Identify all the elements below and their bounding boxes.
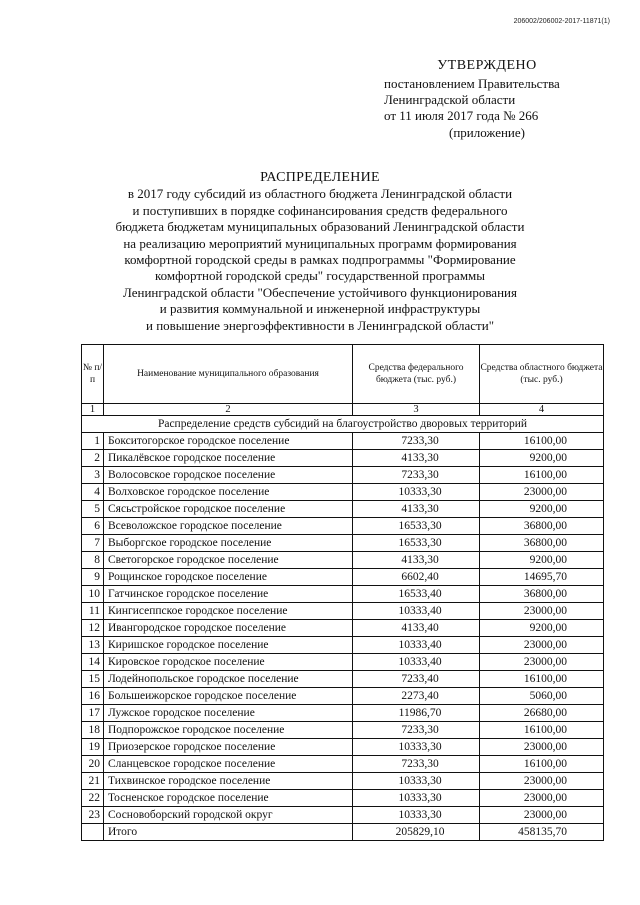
row-number: 14	[82, 654, 104, 671]
heading-line: на реализацию мероприятий муниципальных программ формирования	[123, 235, 517, 251]
federal-funds: 16533,30	[353, 518, 480, 535]
federal-funds: 7233,30	[353, 467, 480, 484]
federal-funds: 2273,40	[353, 688, 480, 705]
table-row	[82, 467, 604, 484]
municipality-name: Пикалёвское городское поселение	[104, 450, 353, 467]
table-row	[82, 552, 604, 569]
regional-funds: 9200,00	[480, 620, 604, 637]
federal-funds: 7233,30	[353, 756, 480, 773]
regional-funds: 16100,00	[480, 467, 604, 484]
row-number: 4	[82, 484, 104, 501]
row-number: 23	[82, 807, 104, 824]
municipality-name: Выборгское городское поселение	[104, 535, 353, 552]
total-regional: 458135,70	[480, 824, 604, 841]
heading-line: и повышение энергоэффективности в Ленинградской области"	[146, 317, 494, 333]
row-number: 7	[82, 535, 104, 552]
table-row	[82, 586, 604, 603]
municipality-name: Бокситогорское городское поселение	[104, 433, 353, 450]
heading-line: и поступивших в порядке софинансирования средств федерального	[132, 202, 508, 218]
table-row	[82, 688, 604, 705]
municipality-name: Лодейнопольское городское поселение	[104, 671, 353, 688]
column-number: 2	[104, 404, 353, 416]
regional-funds: 23000,00	[480, 484, 604, 501]
regional-funds: 23000,00	[480, 654, 604, 671]
municipality-name: Большеижорское городское поселение	[104, 688, 353, 705]
regional-funds: 14695,70	[480, 569, 604, 586]
heading-line: комфортной городской среды" государственной программы	[154, 268, 486, 284]
federal-funds: 7233,40	[353, 671, 480, 688]
federal-funds: 4133,30	[353, 450, 480, 467]
approval-line: постановлением Правительства	[384, 76, 560, 91]
table-row	[82, 790, 604, 807]
municipality-name: Лужское городское поселение	[104, 705, 353, 722]
table-row	[82, 773, 604, 790]
table-row	[82, 739, 604, 756]
row-number: 16	[82, 688, 104, 705]
document-heading	[80, 170, 560, 334]
approval-title: УТВЕРЖДЕНО	[437, 58, 537, 73]
header-num: № п/п	[82, 345, 104, 404]
federal-funds: 4133,30	[353, 552, 480, 569]
municipality-name: Рощинское городское поселение	[104, 569, 353, 586]
approval-line: от 11 июля 2017 года № 266	[384, 108, 539, 123]
table-row	[82, 671, 604, 688]
municipality-name: Приозерское городское поселение	[104, 739, 353, 756]
row-number: 3	[82, 467, 104, 484]
regional-funds: 16100,00	[480, 756, 604, 773]
federal-funds: 11986,70	[353, 705, 480, 722]
municipality-name: Сясьстройское городское поселение	[104, 501, 353, 518]
table-row	[82, 654, 604, 671]
federal-funds: 10333,30	[353, 739, 480, 756]
federal-funds: 6602,40	[353, 569, 480, 586]
federal-funds: 10333,30	[353, 773, 480, 790]
row-number: 19	[82, 739, 104, 756]
total-row	[82, 824, 604, 841]
table-row	[82, 535, 604, 552]
regional-funds: 23000,00	[480, 739, 604, 756]
table-row	[82, 722, 604, 739]
column-number: 3	[353, 404, 480, 416]
municipality-name: Подпорожское городское поселение	[104, 722, 353, 739]
federal-funds: 10333,40	[353, 654, 480, 671]
header-fed: Средства федерального бюджета (тыс. руб.)	[353, 345, 480, 404]
table-row	[82, 569, 604, 586]
row-number: 11	[82, 603, 104, 620]
table-row	[82, 501, 604, 518]
regional-funds: 36800,00	[480, 586, 604, 603]
total-label: Итого	[104, 824, 353, 841]
regional-funds: 9200,00	[480, 450, 604, 467]
row-number: 22	[82, 790, 104, 807]
row-number: 5	[82, 501, 104, 518]
municipality-name: Всеволожское городское поселение	[104, 518, 353, 535]
federal-funds: 16533,40	[353, 586, 480, 603]
column-number: 4	[480, 404, 604, 416]
federal-funds: 10333,30	[353, 807, 480, 824]
row-number: 10	[82, 586, 104, 603]
total-empty	[82, 824, 104, 841]
row-number: 12	[82, 620, 104, 637]
row-number: 20	[82, 756, 104, 773]
approval-stamp	[382, 58, 592, 141]
row-number: 8	[82, 552, 104, 569]
regional-funds: 16100,00	[480, 722, 604, 739]
row-number: 9	[82, 569, 104, 586]
table-row	[82, 450, 604, 467]
section-title: Распределение средств субсидий на благоустройство дворовых территорий	[82, 416, 604, 433]
regional-funds: 23000,00	[480, 603, 604, 620]
distribution-table	[81, 344, 604, 841]
table-row	[82, 603, 604, 620]
total-federal: 205829,10	[353, 824, 480, 841]
regional-funds: 16100,00	[480, 671, 604, 688]
approval-line: Ленинградской области	[384, 92, 516, 107]
regional-funds: 5060,00	[480, 688, 604, 705]
regional-funds: 36800,00	[480, 535, 604, 552]
heading-line: Ленинградской области "Обеспечение устойчивого функционирования	[123, 284, 517, 300]
federal-funds: 10333,40	[353, 637, 480, 654]
regional-funds: 23000,00	[480, 637, 604, 654]
regional-funds: 23000,00	[480, 790, 604, 807]
table-row	[82, 705, 604, 722]
table-row	[82, 433, 604, 450]
row-number: 1	[82, 433, 104, 450]
federal-funds: 10333,40	[353, 603, 480, 620]
regional-funds: 36800,00	[480, 518, 604, 535]
municipality-name: Волховское городское поселение	[104, 484, 353, 501]
municipality-name: Тосненское городское поселение	[104, 790, 353, 807]
header-name: Наименование муниципального образования	[104, 345, 353, 404]
column-number: 1	[82, 404, 104, 416]
document-id: 206002/206002-2017-11871(1)	[513, 18, 610, 25]
table-row	[82, 620, 604, 637]
municipality-name: Волосовское городское поселение	[104, 467, 353, 484]
section-row	[82, 416, 604, 433]
heading-line: в 2017 году субсидий из областного бюджета Ленинградской области	[127, 186, 513, 202]
row-number: 2	[82, 450, 104, 467]
federal-funds: 16533,30	[353, 535, 480, 552]
heading-line: и развития коммунальной и инженерной инфраструктуры	[159, 301, 481, 317]
row-number: 17	[82, 705, 104, 722]
table-row	[82, 807, 604, 824]
municipality-name: Ивангородское городское поселение	[104, 620, 353, 637]
regional-funds: 23000,00	[480, 773, 604, 790]
municipality-name: Сланцевское городское поселение	[104, 756, 353, 773]
heading-line: бюджета бюджетам муниципальных образований Ленинградской области	[115, 219, 525, 235]
approval-annex: (приложение)	[448, 125, 525, 140]
regional-funds: 26680,00	[480, 705, 604, 722]
federal-funds: 7233,30	[353, 722, 480, 739]
table-row	[82, 518, 604, 535]
federal-funds: 4133,40	[353, 620, 480, 637]
municipality-name: Светогорское городское поселение	[104, 552, 353, 569]
municipality-name: Сосновоборский городской округ	[104, 807, 353, 824]
row-number: 6	[82, 518, 104, 535]
municipality-name: Кингисеппское городское поселение	[104, 603, 353, 620]
row-number: 13	[82, 637, 104, 654]
heading-text	[80, 186, 560, 334]
row-number: 18	[82, 722, 104, 739]
municipality-name: Тихвинское городское поселение	[104, 773, 353, 790]
column-numbers-row	[82, 404, 604, 416]
municipality-name: Киришское городское поселение	[104, 637, 353, 654]
heading-title: РАСПРЕДЕЛЕНИЕ	[260, 170, 380, 185]
regional-funds: 16100,00	[480, 433, 604, 450]
municipality-name: Гатчинское городское поселение	[104, 586, 353, 603]
federal-funds: 7233,30	[353, 433, 480, 450]
table-row	[82, 484, 604, 501]
heading-line: комфортной городской среды в рамках подпрограммы "Формирование	[124, 252, 516, 268]
table-row	[82, 637, 604, 654]
municipality-name: Кировское городское поселение	[104, 654, 353, 671]
row-number: 21	[82, 773, 104, 790]
regional-funds: 9200,00	[480, 501, 604, 518]
regional-funds: 9200,00	[480, 552, 604, 569]
row-number: 15	[82, 671, 104, 688]
federal-funds: 4133,30	[353, 501, 480, 518]
federal-funds: 10333,30	[353, 484, 480, 501]
header-obl: Средства областного бюджета (тыс. руб.)	[480, 345, 604, 404]
regional-funds: 23000,00	[480, 807, 604, 824]
table-row	[82, 756, 604, 773]
federal-funds: 10333,30	[353, 790, 480, 807]
